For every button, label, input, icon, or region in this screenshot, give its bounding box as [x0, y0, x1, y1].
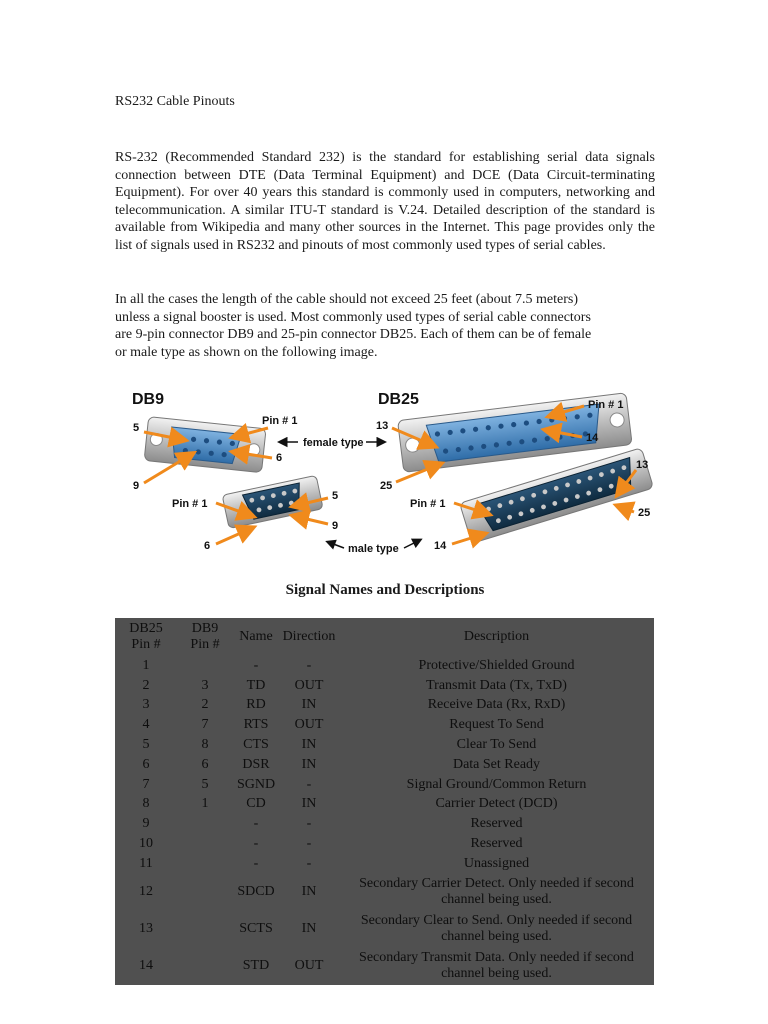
cell-description: Carrier Detect (DCD): [435, 796, 558, 812]
cell-direction: IN: [301, 921, 317, 937]
cell-name: SGND: [236, 776, 276, 792]
cable-length-paragraph: [115, 291, 655, 361]
header-db9-line: Pin #: [190, 637, 220, 652]
cell-description: Clear To Send: [456, 737, 537, 753]
cell-db25: 1: [142, 657, 150, 673]
table-row: [115, 715, 654, 735]
cell-db9: 5: [201, 776, 209, 792]
db9-female-9-label: 9: [133, 480, 140, 492]
cell-db9: [177, 854, 233, 874]
cell-db25: 13: [139, 921, 153, 937]
cell-direction: -: [306, 816, 312, 832]
paragraph-line: In all the cases the length of the cable should not exceed 25 feet (about 7.5 meters): [115, 292, 578, 307]
header-db25-line: DB25: [129, 621, 163, 636]
cell-description: Request To Send: [449, 717, 544, 733]
db9-male-5-label: 5: [332, 490, 339, 502]
paragraph-line: are 9-pin connector DB9 and 25-pin connector DB25. Each of them can be of female: [115, 327, 592, 343]
cell-direction: OUT: [294, 677, 324, 693]
cell-name: RTS: [243, 717, 269, 733]
cell-name: -: [253, 816, 259, 832]
db9-male-9-label: 9: [332, 520, 339, 532]
cell-direction: -: [306, 776, 312, 792]
description-line: Secondary Clear to Send. Only needed if second: [360, 913, 633, 929]
db9-label: DB9: [132, 391, 165, 408]
table-row: [115, 676, 654, 696]
cell-db9: 7: [201, 717, 209, 733]
cell-db25: 10: [139, 836, 153, 852]
male-type-label: male type: [348, 543, 399, 555]
table-row: [115, 775, 654, 795]
male-type-arrow-right: [404, 540, 420, 548]
header-description: Description: [463, 629, 530, 644]
connector-figure: [122, 382, 662, 562]
db25-label: DB25: [378, 391, 419, 408]
db25-male-25-label: 25: [638, 507, 651, 519]
cell-description: Data Set Ready: [452, 756, 541, 772]
table-row: [115, 755, 654, 775]
db25-female-14-label: 14: [586, 432, 599, 444]
description-line: channel being used.: [441, 929, 552, 945]
db25-female-25-label: 25: [380, 480, 393, 492]
cell-direction: -: [306, 836, 312, 852]
db9-female-5-label: 5: [133, 422, 140, 434]
signal-table: [115, 618, 654, 985]
db25-male-13-label: 13: [636, 459, 649, 471]
cell-name: SDCD: [237, 884, 275, 900]
cell-db9: [177, 814, 233, 834]
arrow: [216, 528, 252, 544]
description-line: channel being used.: [441, 892, 552, 908]
table-row: [115, 696, 654, 716]
intro-paragraph: RS-232 (Recommended Standard 232) is the standard for establishing serial data signals connection between DTE (Data Terminal Equipment) and DCE (Data Circuit-terminating Equipment). For over 40 years this standard is commonly used in computers, networking and telecommunication. A similar ITU-T standard is V.24. Detailed description of the standard is available from Wikipedia and many other sources in the Internet. This page provides only the list of signals used in RS232 and pinouts of most commonly used types of serial cables.: [115, 150, 655, 253]
db25-female-pin1-label: Pin # 1: [588, 399, 624, 411]
header-db9-line: DB9: [191, 621, 219, 636]
table-row: [115, 656, 654, 676]
cell-db9: 2: [201, 697, 209, 713]
cell-direction: -: [306, 855, 312, 871]
cell-name: CD: [246, 796, 266, 812]
header-db25-line: Pin #: [131, 637, 161, 652]
db9-female-pin1-label: Pin # 1: [262, 415, 298, 427]
db9-female-connector: [144, 417, 266, 473]
table-row: [115, 911, 654, 948]
cell-description: Protective/Shielded Ground: [418, 657, 575, 673]
db9-male-pin1-label: Pin # 1: [172, 498, 208, 510]
table-row: [115, 874, 654, 911]
cell-name: TD: [246, 677, 266, 693]
table-row: [115, 814, 654, 834]
cell-direction: IN: [301, 884, 317, 900]
cell-name: DSR: [242, 756, 270, 772]
header-direction: Direction: [282, 629, 336, 644]
cell-description: Transmit Data (Tx, TxD): [426, 677, 567, 693]
cell-db25: 11: [139, 855, 153, 871]
cell-name: RD: [246, 697, 266, 713]
cell-name: -: [253, 855, 259, 871]
cell-db25: 12: [139, 884, 153, 900]
cell-name: -: [253, 836, 259, 852]
cell-description: Receive Data (Rx, RxD): [427, 697, 566, 713]
cell-db9: 6: [201, 756, 209, 772]
db25-male-14-label: 14: [434, 540, 447, 552]
cell-db9: 1: [201, 796, 209, 812]
cell-description: Reserved: [470, 836, 523, 852]
description-line: channel being used.: [441, 966, 552, 982]
cell-name: -: [253, 657, 259, 673]
cell-db9: [177, 874, 233, 911]
cell-db25: 4: [142, 717, 150, 733]
header-db9: [177, 618, 233, 656]
table-row: [115, 854, 654, 874]
cell-db9: [177, 948, 233, 985]
db25-male-pin1-label: Pin # 1: [410, 498, 446, 510]
connector-diagram: [122, 382, 662, 562]
cell-db9: 8: [201, 737, 209, 753]
cell-description: [339, 948, 654, 985]
cell-direction: OUT: [294, 958, 324, 974]
cell-description: [339, 874, 654, 911]
table-row: [115, 735, 654, 755]
db9-male-6-label: 6: [204, 540, 211, 552]
cell-name: SCTS: [239, 921, 273, 937]
cell-db25: 14: [139, 958, 153, 974]
cell-db25: 2: [142, 677, 150, 693]
cell-description: Unassigned: [463, 855, 530, 871]
cell-db9: [177, 834, 233, 854]
table-row: [115, 795, 654, 815]
arrow: [294, 516, 328, 524]
cell-description: Signal Ground/Common Return: [406, 776, 587, 792]
cell-name: CTS: [243, 737, 269, 753]
description-line: Secondary Carrier Detect. Only needed if second: [359, 876, 634, 892]
cell-direction: -: [306, 657, 312, 673]
cell-name: STD: [242, 958, 270, 974]
cell-description: [339, 911, 654, 948]
paragraph-line: unless a signal booster is used. Most commonly used types of serial cable connectors: [115, 309, 591, 325]
cell-direction: IN: [301, 697, 317, 713]
cell-db25: 3: [142, 697, 150, 713]
cell-direction: IN: [301, 796, 317, 812]
cell-description: Reserved: [470, 816, 523, 832]
male-type-arrow-left: [328, 542, 344, 548]
cell-db25: 5: [142, 737, 150, 753]
cell-direction: IN: [301, 737, 317, 753]
table-row: [115, 948, 654, 985]
description-line: Secondary Transmit Data. Only needed if second: [359, 950, 634, 966]
header-db25: [115, 618, 177, 656]
cell-db9: [177, 656, 233, 676]
female-type-label: female type: [303, 437, 364, 449]
cell-db9: 3: [201, 677, 209, 693]
arrow: [618, 506, 634, 512]
table-header-row: [115, 618, 654, 656]
db9-female-6-label: 6: [276, 452, 283, 464]
db25-female-13-label: 13: [376, 420, 389, 432]
paragraph-line: or male type as shown on the following image.: [115, 344, 378, 360]
page-title: RS232 Cable Pinouts: [115, 94, 235, 109]
cell-db25: 8: [142, 796, 150, 812]
table-row: [115, 834, 654, 854]
cell-direction: OUT: [294, 717, 324, 733]
cell-db25: 6: [142, 756, 150, 772]
cell-direction: IN: [301, 756, 317, 772]
cell-db25: 7: [142, 776, 150, 792]
header-name: Name: [239, 629, 273, 644]
section-heading: Signal Names and Descriptions: [285, 582, 485, 598]
cell-db25: 9: [142, 816, 150, 832]
cell-db9: [177, 911, 233, 948]
